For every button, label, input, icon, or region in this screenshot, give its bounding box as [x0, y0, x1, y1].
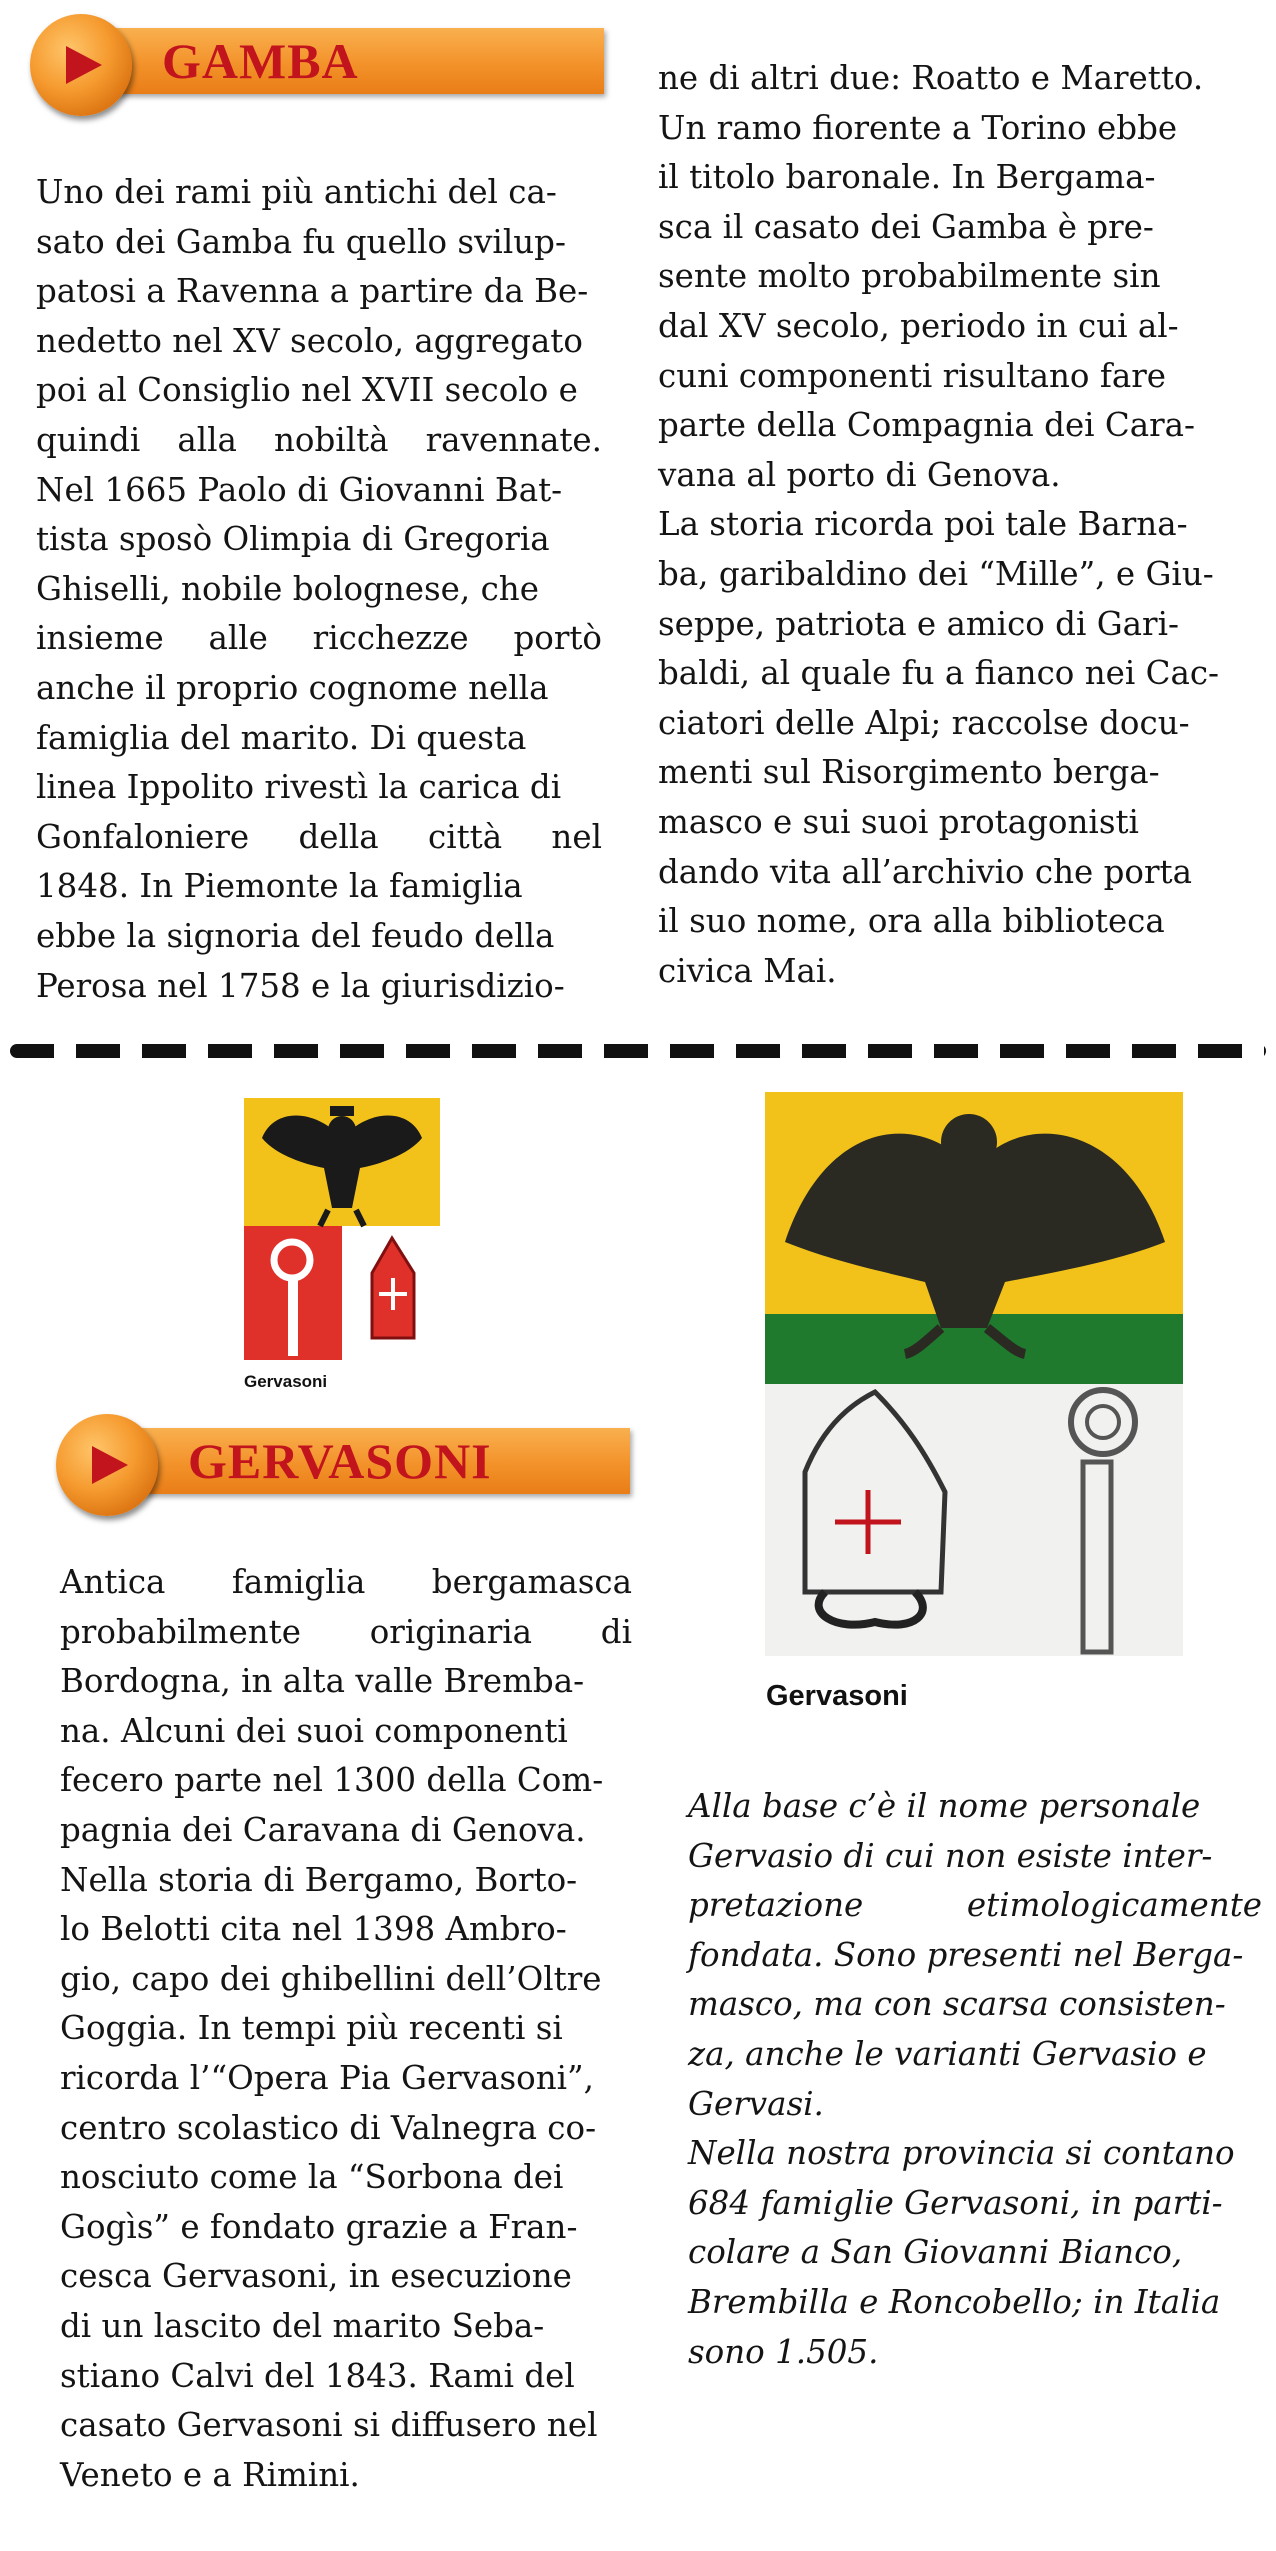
- text-line: ebbe la signoria del feudo della: [36, 916, 555, 955]
- text-line: pretazione etimologicamente: [688, 1886, 1262, 1925]
- text-line: masco e sui suoi protagonisti: [658, 802, 1139, 841]
- text-line: za, anche le varianti Gervasio e: [688, 2034, 1207, 2073]
- text-line: fondata. Sono presenti nel Berga-: [688, 1935, 1244, 1974]
- text-line: famiglia del marito. Di questa: [36, 718, 527, 757]
- text-line: sato dei Gamba fu quello svilup-: [36, 222, 566, 261]
- text-line: parte della Compagnia dei Cara-: [658, 406, 1196, 445]
- text-line: il titolo baronale. In Bergama-: [658, 158, 1156, 197]
- text-line: 684 famiglie Gervasoni, in parti-: [688, 2183, 1223, 2222]
- text-line: La storia ricorda poi tale Barna-: [658, 505, 1188, 544]
- text-line: sono 1.505.: [688, 2332, 879, 2371]
- text-line: tista sposò Olimpia di Gregoria: [36, 520, 550, 559]
- text-line: Goggia. In tempi più recenti si: [60, 2009, 563, 2048]
- play-arrow-icon: [56, 1414, 158, 1516]
- text-line: Brembilla e Roncobello; in Italia: [688, 2282, 1221, 2321]
- gamba-title: GAMBA: [162, 33, 359, 89]
- text-line: ne di altri due: Roatto e Maretto.: [658, 59, 1204, 97]
- text-line: menti sul Risorgimento berga-: [658, 753, 1160, 792]
- text-line: na. Alcuni dei suoi componenti: [60, 1711, 568, 1750]
- gamba-banner: [30, 14, 604, 106]
- text-line: Gogìs” e fondato grazie a Fran-: [60, 2207, 578, 2246]
- text-line: Gervasio di cui non esiste inter-: [688, 1836, 1213, 1875]
- text-line: baldi, al quale fu a fianco nei Cac-: [658, 654, 1220, 693]
- text-line: Perosa nel 1758 e la giurisdizio-: [36, 966, 565, 1005]
- text-line: dando vita all’archivio che porta: [658, 852, 1192, 891]
- section-divider: [10, 1044, 1266, 1058]
- text-line: Gervasi.: [688, 2084, 824, 2123]
- text-line: Bordogna, in alta valle Bremba-: [60, 1662, 585, 1701]
- text-line: centro scolastico di Valnegra co-: [60, 2108, 597, 2147]
- text-line: Veneto e a Rimini.: [60, 2455, 360, 2494]
- text-line: pagnia dei Caravana di Genova.: [60, 1810, 586, 1849]
- text-line: Nel 1665 Paolo di Giovanni Bat-: [36, 470, 563, 509]
- text-line: masco, ma con scarsa consisten-: [688, 1985, 1226, 2024]
- text-line: casato Gervasoni si diffusero nel: [60, 2406, 598, 2445]
- text-line: Nella nostra provincia si contano: [688, 2134, 1235, 2173]
- text-line: ciatori delle Alpi; raccolse docu-: [658, 703, 1190, 742]
- text-line: cesca Gervasoni, in esecuzione: [60, 2257, 572, 2296]
- text-line: Gonfaloniere della città nel: [36, 817, 602, 856]
- gervasoni-large-crest-image: [765, 1092, 1183, 1656]
- gervasoni-small-crest-caption: Gervasoni: [244, 1372, 328, 1391]
- gervasoni-etymology-column: [688, 1782, 1262, 2377]
- text-line: vana al porto di Genova.: [658, 455, 1061, 494]
- text-line: poi al Consiglio nel XVII secolo e: [36, 371, 578, 410]
- gervasoni-banner: [56, 1414, 630, 1506]
- text-line: probabilmente originaria di: [60, 1612, 632, 1651]
- gamba-right-column: [658, 54, 1248, 996]
- text-line: colare a San Giovanni Bianco,: [688, 2233, 1183, 2272]
- text-line: stiano Calvi del 1843. Rami del: [60, 2356, 575, 2395]
- gervasoni-large-crest-caption: Gervasoni: [766, 1680, 908, 1712]
- text-line: nosciuto come la “Sorbona dei: [60, 2158, 564, 2197]
- gervasoni-small-crest-image: [244, 1098, 440, 1360]
- text-line: Ghiselli, nobile bolognese, che: [36, 569, 539, 608]
- text-line: il suo nome, ora alla biblioteca: [658, 902, 1165, 941]
- text-line: quindi alla nobiltà ravennate.: [36, 420, 602, 459]
- text-line: fecero parte nel 1300 della Com-: [60, 1761, 604, 1800]
- text-line: patosi a Ravenna a partire da Be-: [36, 272, 589, 311]
- text-line: linea Ippolito rivestì la carica di: [36, 768, 562, 807]
- text-line: lo Belotti cita nel 1398 Ambro-: [60, 1910, 567, 1949]
- text-line: civica Mai.: [658, 951, 837, 990]
- text-line: Nella storia di Bergamo, Borto-: [60, 1860, 578, 1899]
- text-line: dal XV secolo, periodo in cui al-: [658, 306, 1179, 345]
- text-line: ricorda l’“Opera Pia Gervasoni”,: [60, 2058, 594, 2097]
- text-line: cuni componenti risultano fare: [658, 356, 1167, 395]
- gervasoni-title: GERVASONI: [188, 1433, 492, 1489]
- text-line: Antica famiglia bergamasca: [60, 1563, 632, 1601]
- text-line: sente molto probabilmente sin: [658, 257, 1161, 296]
- gervasoni-left-column: [60, 1558, 632, 2500]
- text-line: ba, garibaldino dei “Mille”, e Giu-: [658, 554, 1214, 593]
- text-line: gio, capo dei ghibellini dell’Oltre: [60, 1959, 602, 1998]
- text-line: Uno dei rami più antichi del ca-: [36, 173, 557, 211]
- text-line: Alla base c’è il nome personale: [688, 1787, 1201, 1825]
- play-arrow-icon: [30, 14, 132, 116]
- text-line: Un ramo fiorente a Torino ebbe: [658, 108, 1178, 147]
- text-line: anche il proprio cognome nella: [36, 668, 549, 707]
- text-line: nedetto nel XV secolo, aggregato: [36, 321, 583, 360]
- text-line: 1848. In Piemonte la famiglia: [36, 867, 523, 906]
- text-line: di un lascito del marito Seba-: [60, 2306, 545, 2345]
- text-line: insieme alle ricchezze portò: [36, 619, 602, 658]
- gamba-left-column: [36, 168, 602, 1011]
- text-line: sca il casato dei Gamba è pre-: [658, 207, 1154, 246]
- text-line: seppe, patriota e amico di Gari-: [658, 604, 1179, 643]
